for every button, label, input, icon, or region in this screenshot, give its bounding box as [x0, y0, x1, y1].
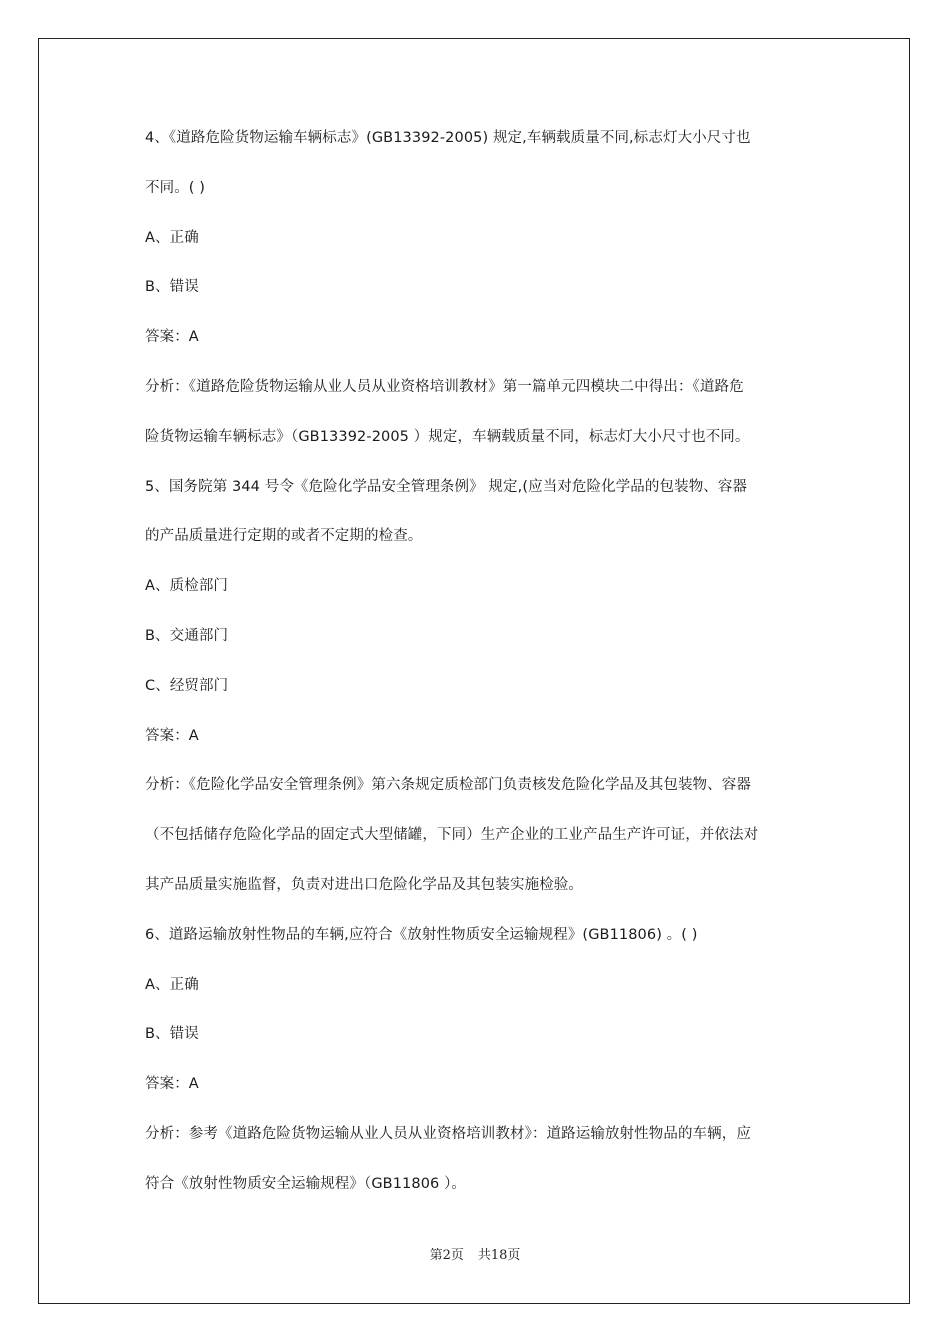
question-5-text: 5、国务院第 344 号令《危险化学品安全管理条例》 规定,(应当对危险化学品的包装物、容器: [145, 478, 748, 495]
question-6-option-b: B、错误: [145, 1026, 199, 1043]
question-4-answer: 答案：A: [145, 329, 199, 346]
document-body: [145, 122, 810, 1218]
question-5-answer: 答案：A: [145, 727, 199, 744]
question-5-analysis-end: 其产品质量实施监督，负责对进出口危险化学品及其包装实施检验。: [145, 876, 583, 893]
question-6-analysis: 分析：参考《道路危险货物运输从业人员从业资格培训教材》：道路运输放射性物品的车辆，应: [145, 1125, 751, 1142]
question-4-analysis: 分析：《道路危险货物运输从业人员从业资格培训教材》第一篇单元四模块二中得出：《道路危: [145, 378, 744, 395]
question-6-text: 6、道路运输放射性物品的车辆,应符合《放射性物质安全运输规程》(GB11806) 。( ): [145, 926, 698, 943]
question-4-analysis-cont: 险货物运输车辆标志》（GB13392-2005 ）规定，车辆载质量不同，标志灯大小尺寸也不同。: [145, 428, 750, 445]
question-5-analysis: 分析：《危险化学品安全管理条例》第六条规定质检部门负责核发危险化学品及其包装物、容器: [145, 777, 751, 794]
question-6-answer: 答案：A: [145, 1076, 199, 1093]
question-4-option-a: A、正确: [145, 229, 199, 246]
question-6-analysis-cont: 符合《放射性物质安全运输规程》（GB11806 ）。: [145, 1175, 467, 1192]
question-5-text-cont: 的产品质量进行定期的或者不定期的检查。: [145, 528, 423, 545]
question-5-analysis-cont: （不包括储存危险化学品的固定式大型储罐，下同）生产企业的工业产品生产许可证，并依法对: [145, 827, 759, 844]
question-5-option-b: B、交通部门: [145, 627, 229, 644]
question-4-text: 4、《道路危险货物运输车辆标志》(GB13392-2005) 规定,车辆载质量不同,标志灯大小尺寸也: [145, 130, 751, 146]
question-5-option-c: C、经贸部门: [145, 677, 229, 694]
question-4-option-b: B、错误: [145, 279, 199, 296]
question-4-text-cont: 不同。( ): [145, 179, 206, 196]
page-total: 共18页: [477, 1248, 521, 1263]
question-6-option-a: A、正确: [145, 976, 199, 993]
question-5-option-a: A、质检部门: [145, 578, 229, 595]
page-number: 第2页: [429, 1248, 464, 1263]
page-footer: [0, 1244, 950, 1263]
